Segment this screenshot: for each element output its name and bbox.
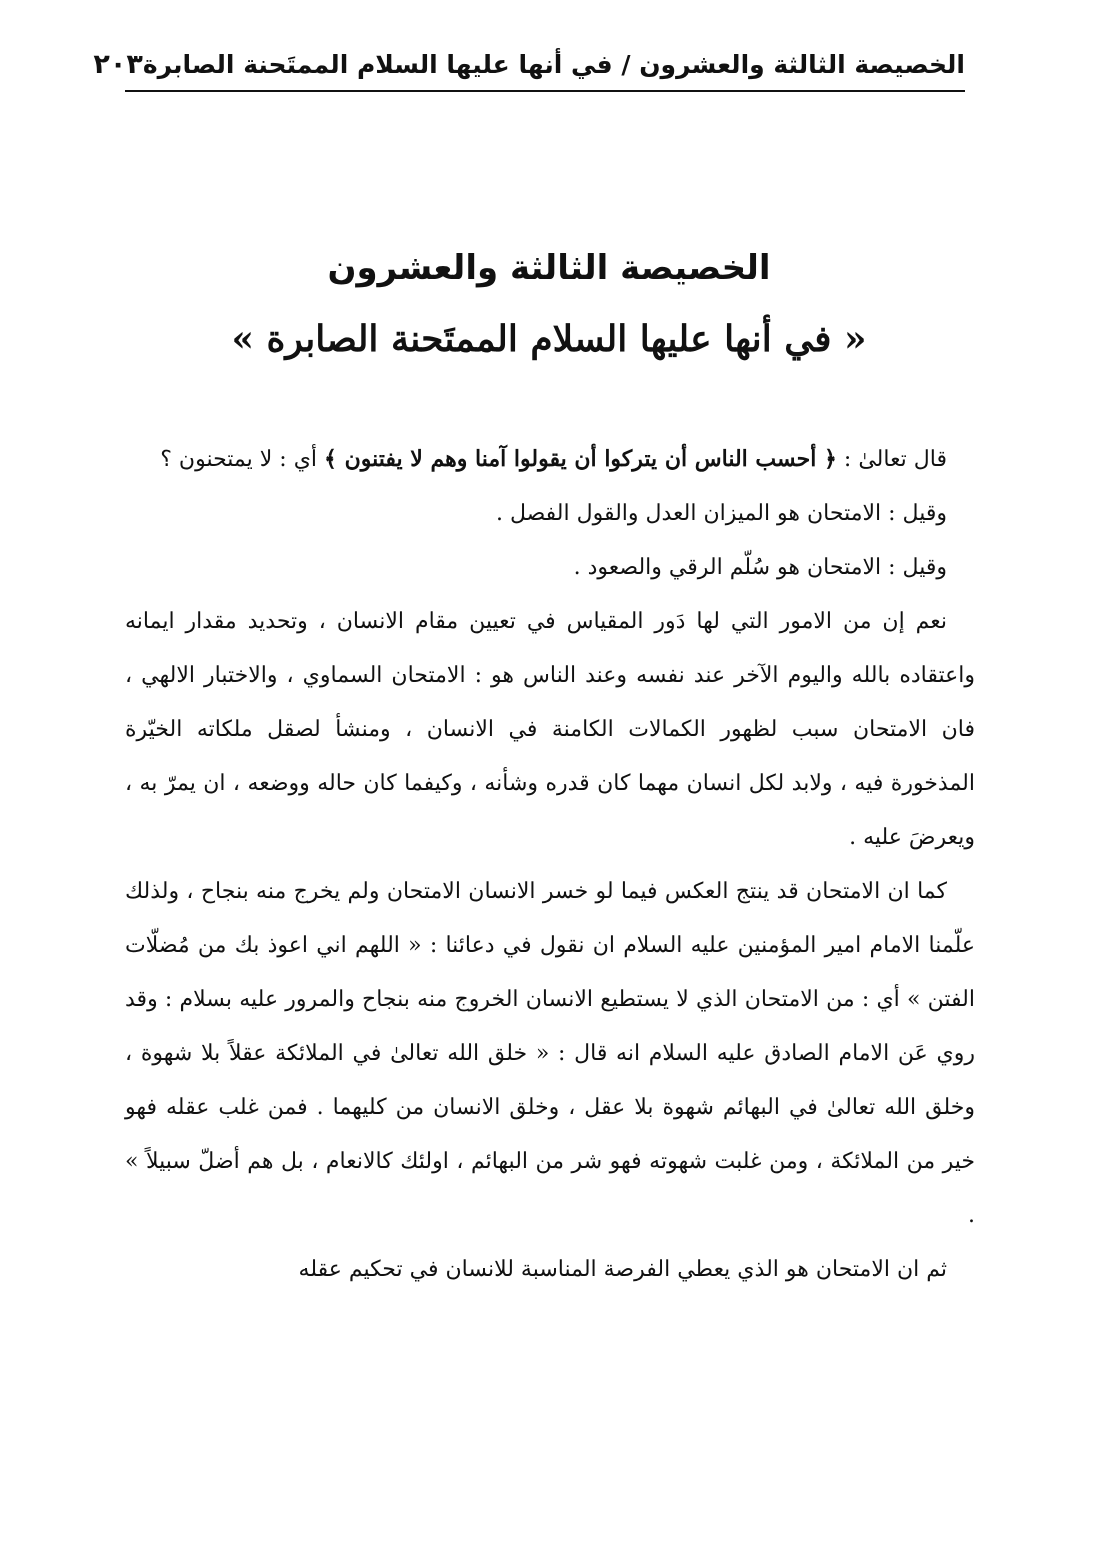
chapter-title: الخصيصة الثالثة والعشرون — [327, 248, 771, 288]
paragraph-6: ثم ان الامتحان هو الذي يعطي الفرصة المناسبة للانسان في تحكيم عقله — [298, 1257, 947, 1282]
chapter-subtitle: « في أنها عليها السلام الممتَحنة الصابرة » — [231, 318, 867, 360]
running-header — [93, 38, 965, 92]
p1-intro: قال تعالىٰ : — [836, 447, 947, 472]
running-title: الخصيصة الثالثة والعشرون / في أنها عليها السلام الممتَحنة الصابرة — [142, 49, 965, 79]
paragraph-4: نعم إن من الامور التي لها دَور المقياس في تعيين مقام الانسان ، وتحديد مقدار ايمانه واعتقاده بالله واليوم الآخر عند نفسه وعند الناس هو : الامتحان السماوي ، والاختبار الالهي ، فان الامتحان سبب لظهور الكمالات الكامنة في الانسان ، ومنشأ لصقل ملكاته الخيّرة المذخورة فيه ، ولابد لكل انسان مهما كان قدره وشأنه ، وكيفما كان حاله ووضعه ، ان يمرّ به ، ويعرضَ عليه . — [125, 609, 975, 850]
paragraph-1 — [125, 432, 975, 487]
page-number: ٢٠٣ — [93, 48, 143, 80]
paragraph-3: وقيل : الامتحان هو سُلّم الرقي والصعود . — [573, 555, 947, 580]
quran-verse: ﴿ أحسب الناس أن يتركوا أن يقولوا آمنا وهم لا يفتنون ﴾ — [324, 446, 837, 472]
p1-explanation: أي : لا يمتحنون ؟ — [160, 447, 325, 472]
paragraph-2: وقيل : الامتحان هو الميزان العدل والقول الفصل . — [495, 501, 947, 526]
body-text — [125, 432, 975, 1297]
paragraph-5: كما ان الامتحان قد ينتج العكس فيما لو خسر الانسان الامتحان ولم يخرج منه بنجاح ، ولذلك علّمنا الامام امير المؤمنين عليه السلام ان نقول في دعائنا : « اللهم اني اعوذ بك من مُضلّات الفتن » أي : من الامتحان الذي لا يستطيع الانسان الخروج منه بنجاح والمرور عليه بسلام : وقد روي عَن الامام الصادق عليه السلام انه قال : « خلق الله تعالىٰ في الملائكة عقلاً بلا شهوة ، وخلق الله تعالىٰ في البهائم شهوة بلا عقل ، وخلق الانسان من كليهما . فمن غلب عقله فهو خير من الملائكة ، ومن غلبت شهوته فهو شر من البهائم ، اولئك كالانعام ، بل هم أضلّ سبيلاً » . — [125, 879, 975, 1228]
